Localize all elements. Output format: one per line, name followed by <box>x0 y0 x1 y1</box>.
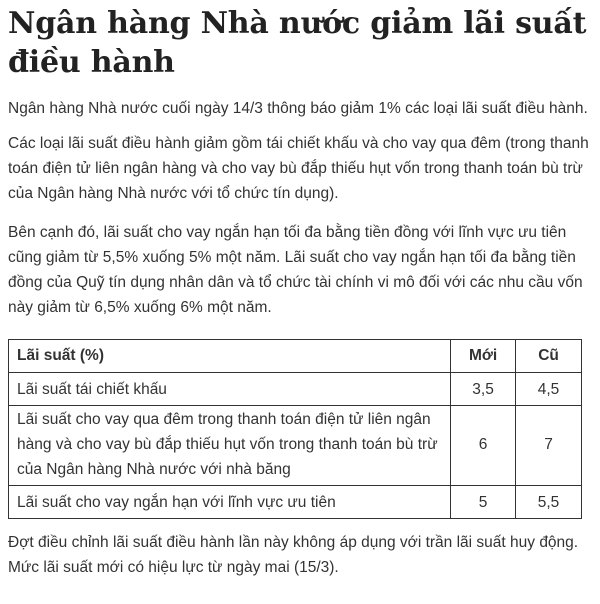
table-header-row <box>9 340 582 373</box>
table-row <box>9 373 582 406</box>
rate-name: Lãi suất cho vay ngắn hạn với lĩnh vực ưu tiên <box>9 486 451 519</box>
table-row <box>9 406 582 486</box>
article-paragraph-2: Các loại lãi suất điều hành giảm gồm tái chiết khấu và cho vay qua đêm (trong thanh toán điện tử liên ngân hàng và cho vay bù đắp thiếu hụt vốn trong thanh toán bù trừ của Ngân hàng Nhà nước với tổ chức tín dụng). <box>8 135 589 202</box>
table-row <box>9 486 582 519</box>
old-rate-value: 7 <box>516 406 582 486</box>
article <box>0 4 600 604</box>
article-paragraph-1: Ngân hàng Nhà nước cuối ngày 14/3 thông báo giảm 1% các loại lãi suất điều hành. <box>8 100 588 117</box>
old-rate-value: 4,5 <box>516 373 582 406</box>
article-title: Ngân hàng Nhà nước giảm lãi suất điều hành <box>8 6 587 80</box>
interest-rate-table <box>8 339 582 519</box>
new-rate-value: 6 <box>451 406 516 486</box>
old-rate-value: 5,5 <box>516 486 582 519</box>
rate-name: Lãi suất tái chiết khấu <box>9 373 451 406</box>
header-rate-type: Lãi suất (%) <box>9 340 451 373</box>
new-rate-value: 3,5 <box>451 373 516 406</box>
rate-name: Lãi suất cho vay qua đêm trong thanh toán điện tử liên ngân hàng và cho vay bù đắp thiếu hụt vốn trong thanh toán bù trừ của Ngân hàng Nhà nước với nhà băng <box>9 406 451 486</box>
header-new-rate: Mới <box>451 340 516 373</box>
new-rate-value: 5 <box>451 486 516 519</box>
article-paragraph-4: Đợt điều chỉnh lãi suất điều hành lần này không áp dụng với trần lãi suất huy động. Mức lãi suất mới có hiệu lực từ ngày mai (15/3). <box>8 534 579 576</box>
header-old-rate: Cũ <box>516 340 582 373</box>
article-paragraph-3: Bên cạnh đó, lãi suất cho vay ngắn hạn tối đa bằng tiền đồng với lĩnh vực ưu tiên cũng giảm từ 5,5% xuống 5% một năm. Lãi suất cho vay ngắn hạn tối đa bằng tiền đồng của Quỹ tín dụng nhân dân và tổ chức tài chính vi mô đối với các nhu cầu vốn này giảm từ 6,5% xuống 6% một năm. <box>8 224 583 316</box>
